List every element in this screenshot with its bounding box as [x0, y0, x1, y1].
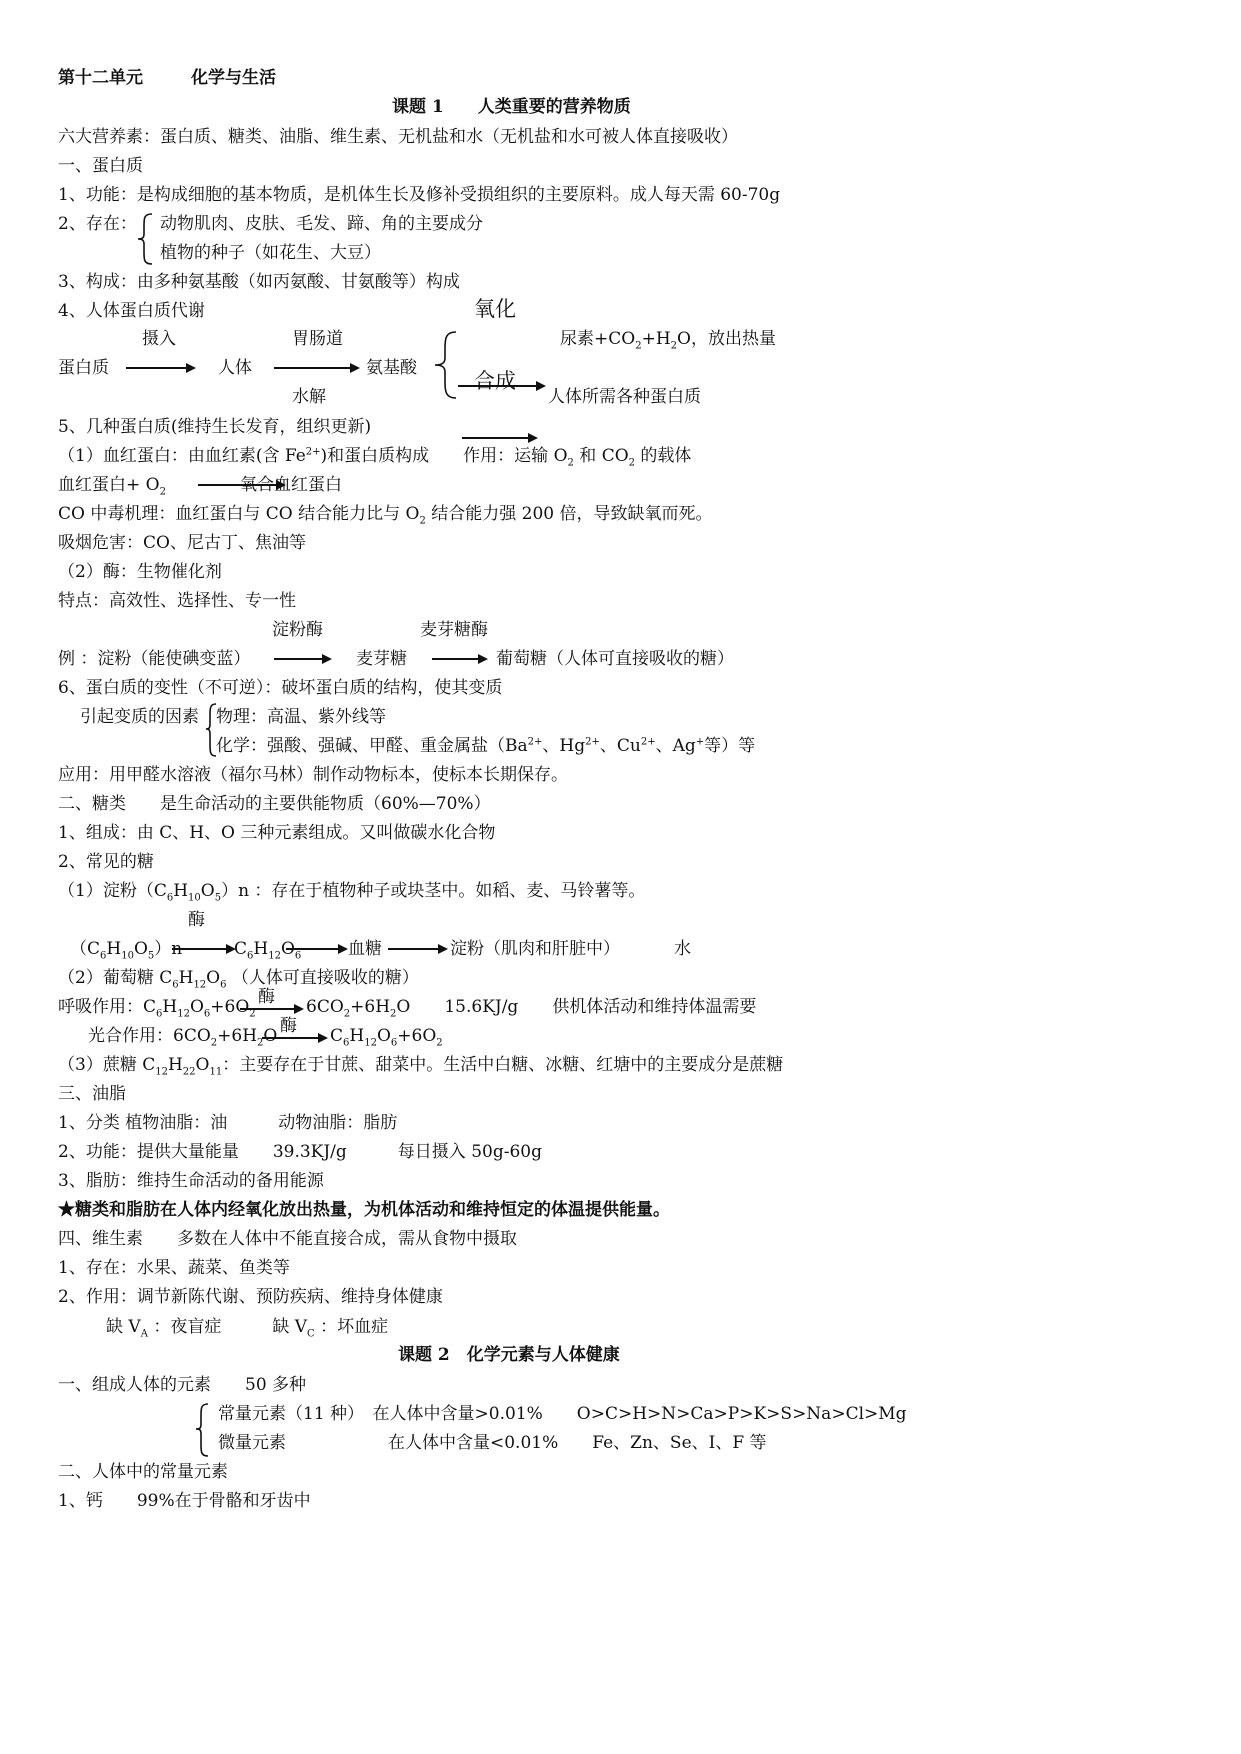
photo-right: $C_6H_{12}O_6+6O_2$	[330, 1026, 443, 1049]
lesson1-title: 课题 1 人类重要的营养物质	[392, 97, 631, 117]
sugar-compose: 1、组成：由 C、H、O 三种元素组成。又叫做碳水化合物	[58, 823, 496, 843]
fat-role: 3、脂肪：维持生命活动的备用能源	[58, 1171, 324, 1191]
protein-exist-1: 动物肌肉、皮肤、毛发、蹄、角的主要成分	[160, 214, 483, 234]
s-arrow-2	[286, 948, 346, 950]
den-factor: 引起变质的因素	[80, 707, 199, 727]
s-water: 水	[674, 939, 691, 959]
sugar-common: 2、常见的糖	[58, 852, 154, 872]
protein-heading: 一、蛋白质	[58, 156, 143, 176]
hb-eq-right: 氧合血红蛋白	[240, 475, 342, 495]
s-arrow-3	[388, 948, 446, 950]
resp-right: $6CO_2+6H_2O$ 15.6KJ/g 供机体活动和维持体温需要	[306, 997, 757, 1020]
hb-line: （1）血红蛋白：由血红素(含 $Fe^{2+}$)和蛋白质构成 作用：运输 $O_2$ 和 $CO_2$ 的载体	[58, 446, 692, 469]
m-arrow-synth	[462, 437, 536, 439]
m-gut-label: 胃肠道	[292, 329, 343, 349]
m-hydrolysis-label: 水解	[292, 387, 326, 407]
exist-brace	[136, 212, 154, 266]
hb-eq-left: 血红蛋白+ $O_2$	[58, 475, 166, 498]
elements-heading: 一、组成人体的元素 50 多种	[58, 1375, 307, 1395]
s-enzyme-label: 酶	[188, 910, 205, 930]
enzyme-feature: 特点：高效性、选择性、专一性	[58, 591, 296, 611]
e-maltose: 麦芽糖	[356, 649, 407, 669]
m-synth-label: 合成	[474, 369, 516, 393]
photo-arrow	[262, 1037, 326, 1039]
s-start: $(C_6H_{10}O_5)n$	[70, 939, 183, 962]
m-body: 人体	[218, 358, 252, 378]
vitamin-heading: 四、维生素 多数在人体中不能直接合成，需从食物中摄取	[58, 1229, 517, 1249]
m-intake-label: 摄入	[142, 329, 176, 349]
m-brace	[432, 330, 458, 400]
resp-left: 呼吸作用：$C_6H_{12}O_6+6O_2$	[58, 997, 256, 1020]
m-body-protein: 人体所需各种蛋白质	[548, 387, 701, 407]
den-phys: 物理：高温、紫外线等	[216, 707, 386, 727]
photo-enzyme: 酶	[280, 1016, 297, 1036]
fat-heading: 三、油脂	[58, 1084, 126, 1104]
application-line: 应用：用甲醛水溶液（福尔马林）制作动物标本，使标本长期保存。	[58, 765, 568, 785]
s-glycogen: 淀粉（肌肉和肝脏中）	[450, 939, 620, 959]
e-amylase: 淀粉酶	[272, 620, 323, 640]
e-arrow-1	[274, 658, 330, 660]
m-urea: 尿素$+CO_2+H_2O$，放出热量	[560, 329, 776, 352]
m-amino: 氨基酸	[366, 358, 417, 378]
calcium-line: 1、钙 99%在于骨骼和牙齿中	[58, 1491, 311, 1511]
protein-kinds: 5、几种蛋白质(维持生长发育，组织更新)	[58, 417, 372, 437]
protein-compose: 3、构成：由多种氨基酸（如丙氨酸、甘氨酸等）构成	[58, 272, 460, 292]
vitamin-exist: 1、存在：水果、蔬菜、鱼类等	[58, 1258, 290, 1278]
protein-exist-2: 植物的种子（如花生、大豆）	[160, 243, 381, 263]
vitamin-role: 2、作用：调节新陈代谢、预防疾病、维持身体健康	[58, 1287, 443, 1307]
lesson2-title: 课题 2 化学元素与人体健康	[398, 1345, 620, 1365]
s-glucose: $C_6H_{12}O_6$	[234, 939, 302, 962]
intro-line: 六大营养素：蛋白质、糖类、油脂、维生素、无机盐和水（无机盐和水可被人体直接吸收）	[58, 127, 738, 147]
co-line: CO 中毒机理：血红蛋白与 CO 结合能力比与 $O_2$ 结合能力强 200 倍，导致缺氧而死。	[58, 504, 713, 527]
e-arrow-2	[432, 658, 486, 660]
protein-function: 1、功能：是构成细胞的基本物质，是机体生长及修补受损组织的主要原料。成人每天需 60-70g	[58, 185, 781, 205]
resp-enzyme: 酶	[258, 987, 275, 1007]
m-protein: 蛋白质	[58, 358, 109, 378]
elements-major: 常量元素（11 种） 在人体中含量>0.01% O>C>H>N>Ca>P>K>S>Na>Cl>Mg	[218, 1404, 907, 1424]
sucrose-line: （3）蔗糖 $C_{12}H_{22}O_{11}$：主要存在于甘蔗、甜菜中。生活中白糖、冰糖、红塘中的主要成分是蔗糖	[58, 1055, 784, 1078]
e-maltase: 麦芽糖酶	[420, 620, 488, 640]
m-arrow-1	[126, 367, 194, 369]
e-ex-left: 例 ：淀粉（能使碘变蓝）	[58, 649, 251, 669]
protein-metabolism: 4、人体蛋白质代谢	[58, 301, 205, 321]
s-arrow-1	[172, 948, 234, 950]
photo-left: 光合作用：$6CO_2+6H_2O$	[88, 1026, 278, 1049]
den-chem: 化学：强酸、强碱、甲醛、重金属盐（$Ba^{2+}$、$Hg^{2+}$、$Cu^{2+}$、Ag+等）等	[216, 736, 756, 756]
major-heading: 二、人体中的常量元素	[58, 1462, 228, 1482]
smoke-line: 吸烟危害：CO、尼古丁、焦油等	[58, 533, 306, 553]
elements-trace: 微量元素 在人体中含量<0.01% Fe、Zn、Se、I、F 等	[218, 1433, 767, 1453]
enzyme-line: （2）酶：生物催化剂	[58, 562, 222, 582]
fat-function: 2、功能：提供大量能量 39.3KJ/g 每日摄入 50g-60g	[58, 1142, 542, 1162]
resp-arrow	[240, 1008, 302, 1010]
star-note: ★糖类和脂肪在人体内经氧化放出热量，为机体活动和维持恒定的体温提供能量。	[58, 1200, 670, 1220]
glucose-line: （2）葡萄糖 $C_6H_{12}O_6$ （人体可直接吸收的糖）	[58, 968, 419, 991]
unit-title: 第十二单元 化学与生活	[58, 68, 276, 88]
m-oxidize-label: 氧化	[474, 297, 516, 321]
elements-brace	[194, 1402, 210, 1458]
m-arrow-2	[274, 367, 358, 369]
vitamin-lack: 缺 $V_A$ ：夜盲症 缺 $V_C$ ：坏血症	[106, 1317, 389, 1340]
e-glucose: 葡萄糖（人体可直接吸收的糖）	[496, 649, 734, 669]
sugar-heading: 二、糖类 是生命活动的主要供能物质（60%—70%）	[58, 794, 491, 814]
denature-line: 6、蛋白质的变性（不可逆）：破坏蛋白质的结构，使其变质	[58, 678, 503, 698]
s-blood: 血糖	[348, 939, 382, 959]
fat-classify: 1、分类 植物油脂：油 动物油脂：脂肪	[58, 1113, 398, 1133]
starch-line: （1）淀粉$(C_6H_{10}O_5)n$ ：存在于植物种子或块茎中。如稻、麦、马铃薯等。	[58, 881, 646, 904]
protein-exist-label: 2、存在：	[58, 214, 137, 234]
